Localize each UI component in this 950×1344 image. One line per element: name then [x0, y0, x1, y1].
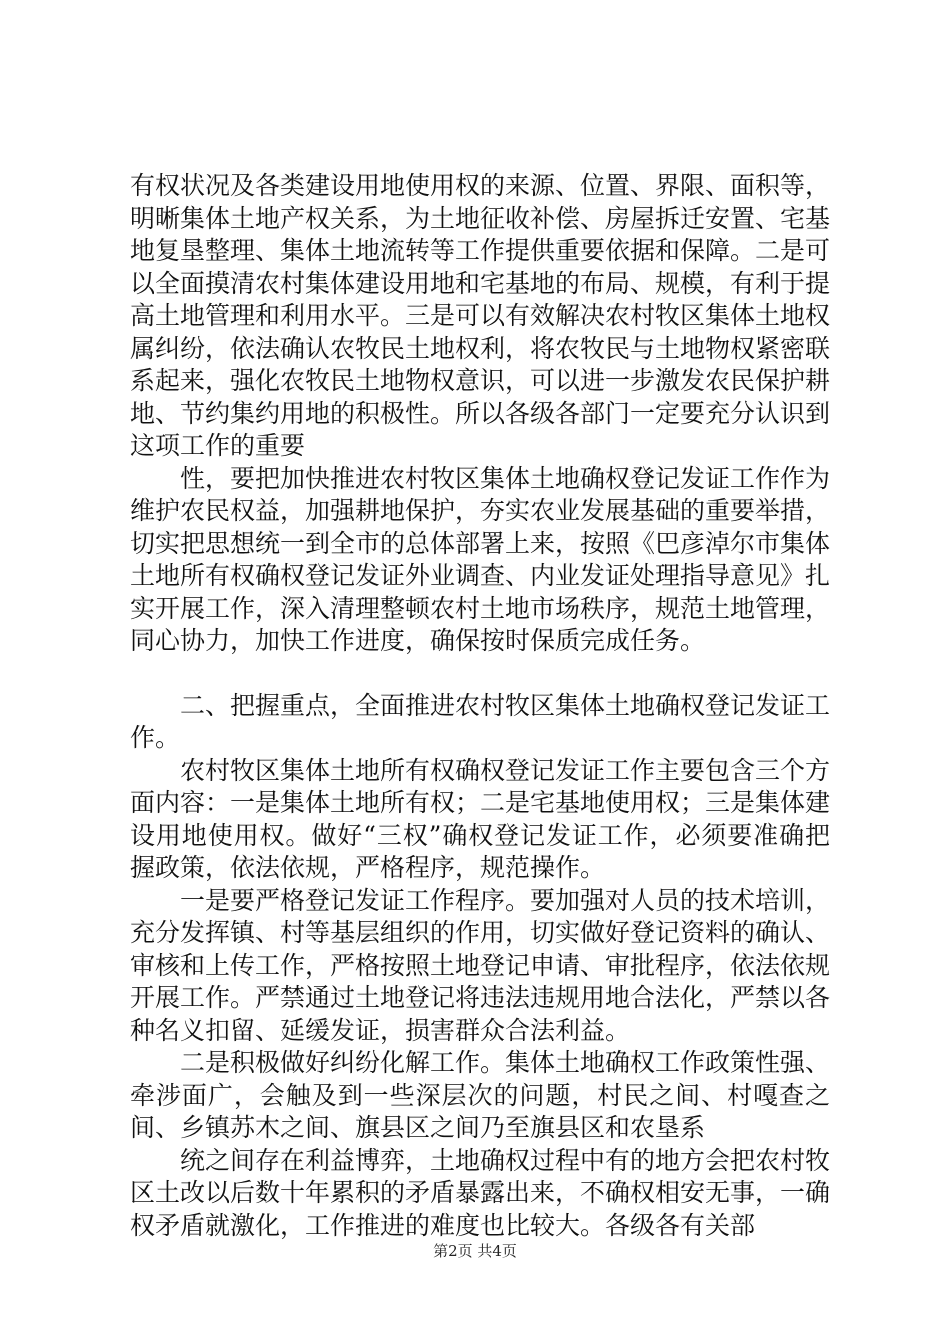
paragraph-importance: 性，要把加快推进农村牧区集体土地确权登记发证工作作为维护农民权益，加强耕地保护，夯实农业发展基础的重要举措，切实把思想统一到全市的总体部署上来，按照《巴彦淖尔市集体土地所有权确权登记发证外业调查、内业发证处理指导意见》扎实开展工作，深入清理整顿农村土地市场秩序，规范土地管理，同心协力，加快工作进度，确保按时保质完成任务。: [130, 463, 831, 655]
paragraph-three-rights: 农村牧区集体土地所有权确权登记发证工作主要包含三个方面内容：一是集体土地所有权；二是宅基地使用权；三是集体建设用地使用权。做好“三权”确权登记发证工作，必须要准确把握政策，依法依规，严格程序，规范操作。: [130, 755, 831, 882]
paragraph-disputes: 二是积极做好纠纷化解工作。集体土地确权工作政策性强、牵涉面广，会触及到一些深层次的问题，村民之间、村嘎查之间、乡镇苏木之间、旗县区之间乃至旗县区和农垦系: [130, 1048, 831, 1142]
paragraph-interests: 统之间存在利益博弈，土地确权过程中有的地方会把农村牧区土改以后数十年累积的矛盾暴露出来，不确权相安无事，一确权矛盾就激化，工作推进的难度也比较大。各级各有关部: [130, 1145, 831, 1240]
paragraph-gap: [130, 658, 830, 690]
section-heading: 二、把握重点，全面推进农村牧区集体土地确权登记发证工作。: [130, 690, 831, 752]
paragraph-continuation: 有权状况及各类建设用地使用权的来源、位置、界限、面积等，明晰集体土地产权关系，为土地征收补偿、房屋拆迁安置、宅基地复垦整理、集体土地流转等工作提供重要依据和保障。二是可以全面摸清农村集体建设用地和宅基地的布局、规模，有利于提高土地管理和利用水平。三是可以有效解决农村牧区集体土地权属纠纷，依法确认农牧民土地权利，将农牧民与土地物权紧密联系起来，强化农牧民土地物权意识，可以进一步激发农民保护耕地、节约集约用地的积极性。所以各级各部门一定要充分认识到这项工作的重要: [130, 171, 831, 460]
paragraph-procedure: 一是要严格登记发证工作程序。要加强对人员的技术培训，充分发挥镇、村等基层组织的作用，切实做好登记资料的确认、审核和上传工作，严格按照土地登记申请、审批程序，依法依规开展工作。严禁通过土地登记将违法违规用地合法化，严禁以各种名义扣留、延缓发证，损害群众合法利益。: [130, 885, 831, 1045]
page-footer: 第2页 共4页: [433, 1242, 517, 1260]
document-body: [130, 170, 830, 1242]
